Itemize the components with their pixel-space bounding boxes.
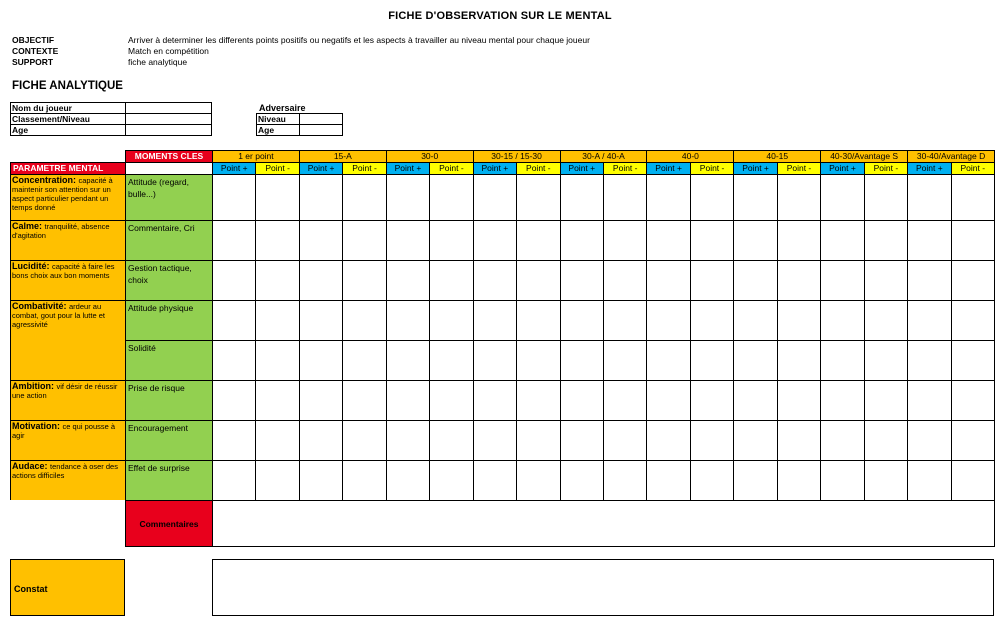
observation-cell[interactable]	[820, 340, 864, 381]
observation-cell[interactable]	[603, 340, 647, 381]
observation-cell[interactable]	[951, 174, 995, 221]
observation-cell[interactable]	[386, 260, 430, 301]
observation-cell[interactable]	[690, 260, 734, 301]
observation-cell[interactable]	[864, 460, 908, 501]
observation-cell[interactable]	[386, 420, 430, 461]
page-title: FICHE D'OBSERVATION SUR LE MENTAL	[388, 10, 612, 22]
score-header-5: 40-0	[646, 150, 734, 163]
opponent-label: Adversaire	[259, 103, 306, 113]
point-plus-header: Point +	[299, 162, 343, 175]
observation-cell[interactable]	[864, 420, 908, 461]
observation-cell[interactable]	[429, 260, 473, 301]
observation-cell[interactable]	[820, 420, 864, 461]
observation-cell[interactable]	[603, 420, 647, 461]
observation-cell[interactable]	[951, 260, 995, 301]
observation-cell[interactable]	[299, 220, 343, 261]
point-plus-header: Point +	[473, 162, 517, 175]
point-minus-header: Point -	[342, 162, 386, 175]
observation-cell[interactable]	[864, 340, 908, 381]
observation-cell[interactable]	[212, 300, 256, 341]
param-description: ardeur au combat, gout pour la lutte et agressivité	[12, 302, 105, 329]
observation-cell[interactable]	[212, 460, 256, 501]
observation-cell[interactable]	[733, 174, 777, 221]
observation-cell[interactable]	[690, 420, 734, 461]
opponent-age-label: Age	[258, 125, 275, 135]
meta-key-contexte: CONTEXTE	[12, 46, 59, 56]
player-name-label: Nom du joueur	[12, 103, 72, 113]
param-name: Lucidité	[12, 261, 47, 271]
point-minus-header: Point -	[777, 162, 821, 175]
observation-cell[interactable]	[907, 460, 951, 501]
constat-label: Constat	[14, 584, 48, 594]
observation-cell[interactable]	[386, 300, 430, 341]
observation-cell[interactable]	[516, 380, 560, 421]
param-description: capacité à faire les bons choix aux bon moments	[12, 262, 115, 280]
point-plus-header: Point +	[733, 162, 777, 175]
observation-cell[interactable]	[603, 260, 647, 301]
observation-cell[interactable]	[646, 220, 690, 261]
param-description: ce qui pousse à agir	[12, 422, 116, 440]
observation-cell[interactable]	[386, 220, 430, 261]
observation-cell[interactable]	[560, 380, 604, 421]
observation-cell[interactable]	[907, 174, 951, 221]
observation-cell[interactable]	[603, 300, 647, 341]
constat-field[interactable]	[212, 559, 994, 616]
param-name: Concentration	[12, 175, 74, 185]
observation-cell[interactable]	[473, 420, 517, 461]
observation-cell[interactable]	[429, 340, 473, 381]
point-minus-header: Point -	[951, 162, 995, 175]
observation-cell[interactable]	[733, 420, 777, 461]
score-header-3: 30-15 / 15-30	[473, 150, 561, 163]
observation-cell[interactable]	[777, 380, 821, 421]
observation-cell[interactable]	[299, 260, 343, 301]
observation-cell[interactable]	[473, 340, 517, 381]
observation-cell[interactable]	[212, 340, 256, 381]
observation-cell[interactable]	[777, 260, 821, 301]
observation-cell[interactable]	[777, 174, 821, 221]
observation-cell[interactable]	[907, 260, 951, 301]
commentaires-label: Commentaires	[139, 519, 199, 529]
observation-cell[interactable]	[733, 340, 777, 381]
observation-cell[interactable]	[733, 300, 777, 341]
observation-cell[interactable]	[603, 380, 647, 421]
observation-cell[interactable]	[603, 460, 647, 501]
observation-cell[interactable]	[342, 174, 386, 221]
observation-cell[interactable]	[820, 174, 864, 221]
observation-cell[interactable]	[864, 300, 908, 341]
observation-cell[interactable]	[299, 460, 343, 501]
observation-cell[interactable]	[907, 300, 951, 341]
observation-cell[interactable]	[907, 220, 951, 261]
observation-cell[interactable]	[516, 420, 560, 461]
observation-cell[interactable]	[255, 380, 299, 421]
observation-cell[interactable]	[212, 260, 256, 301]
observation-cell[interactable]	[473, 260, 517, 301]
score-header-7: 40-30/Avantage S	[820, 150, 908, 163]
observation-cell[interactable]	[690, 340, 734, 381]
player-age-label: Age	[12, 125, 29, 135]
observation-cell[interactable]	[516, 340, 560, 381]
point-minus-header: Point -	[516, 162, 560, 175]
point-plus-header: Point +	[646, 162, 690, 175]
observation-cell[interactable]	[951, 340, 995, 381]
observation-cell[interactable]	[473, 380, 517, 421]
observation-cell[interactable]	[255, 260, 299, 301]
point-plus-header: Point +	[820, 162, 864, 175]
point-plus-header: Point +	[212, 162, 256, 175]
point-minus-header: Point -	[429, 162, 473, 175]
observation-cell[interactable]	[646, 174, 690, 221]
observation-cell[interactable]	[951, 460, 995, 501]
observation-cell[interactable]	[516, 174, 560, 221]
moment-cell-2: Gestion tactique, choix	[125, 260, 213, 301]
moment-cell-4: Solidité	[125, 340, 213, 381]
moment-cell-1: Commentaire, Cri	[125, 220, 213, 261]
observation-cell[interactable]	[342, 300, 386, 341]
observation-cell[interactable]	[560, 340, 604, 381]
param-cell: Audace: tendance à oser des actions difficiles	[10, 460, 126, 501]
meta-value-objectif: Arriver à determiner les differents points positifs ou negatifs et les aspects à travailler au niveau mental pour chaque joueur	[128, 35, 590, 45]
observation-cell[interactable]	[473, 174, 517, 221]
observation-cell[interactable]	[646, 380, 690, 421]
observation-cell[interactable]	[299, 340, 343, 381]
observation-cell[interactable]	[516, 260, 560, 301]
observation-cell[interactable]	[299, 300, 343, 341]
observation-cell[interactable]	[820, 460, 864, 501]
score-header-6: 40-15	[733, 150, 821, 163]
section-title: FICHE ANALYTIQUE	[12, 80, 123, 92]
moment-cell-6: Encouragement	[125, 420, 213, 461]
observation-cell[interactable]	[342, 380, 386, 421]
param-cell: Calme: tranquilité, absence d'agitation	[10, 220, 126, 261]
observation-cell[interactable]	[864, 174, 908, 221]
point-plus-header: Point +	[386, 162, 430, 175]
observation-cell[interactable]	[255, 340, 299, 381]
observation-cell[interactable]	[777, 220, 821, 261]
observation-cell[interactable]	[255, 174, 299, 221]
observation-cell[interactable]	[951, 380, 995, 421]
observation-cell[interactable]	[690, 174, 734, 221]
observation-cell[interactable]	[777, 300, 821, 341]
observation-cell[interactable]	[646, 340, 690, 381]
observation-cell[interactable]	[255, 420, 299, 461]
point-minus-header: Point -	[603, 162, 647, 175]
observation-cell[interactable]	[820, 260, 864, 301]
parametre-mental-header: PARAMETRE MENTAL	[10, 162, 126, 175]
observation-cell[interactable]	[473, 220, 517, 261]
param-cell: Motivation: ce qui pousse à agir	[10, 420, 126, 461]
meta-key-objectif: OBJECTIF	[12, 35, 55, 45]
observation-cell[interactable]	[299, 420, 343, 461]
observation-cell[interactable]	[777, 460, 821, 501]
observation-cell[interactable]	[560, 174, 604, 221]
param-cell: Ambition: vif désir de réussir une action	[10, 380, 126, 421]
observation-cell[interactable]	[429, 174, 473, 221]
observation-cell[interactable]	[255, 460, 299, 501]
observation-cell[interactable]	[342, 220, 386, 261]
observation-cell[interactable]	[473, 460, 517, 501]
moment-cell-0: Attitude (regard, bulle...)	[125, 174, 213, 221]
observation-cell[interactable]	[646, 420, 690, 461]
observation-cell[interactable]	[342, 260, 386, 301]
param-name: Ambition	[12, 381, 51, 391]
point-plus-header: Point +	[560, 162, 604, 175]
score-header-0: 1 er point	[212, 150, 300, 163]
observation-cell[interactable]	[777, 420, 821, 461]
observation-cell[interactable]	[646, 260, 690, 301]
observation-cell[interactable]	[777, 340, 821, 381]
observation-cell[interactable]	[342, 340, 386, 381]
param-name: Calme	[12, 221, 40, 231]
param-description: tranquilité, absence d'agitation	[12, 222, 110, 240]
observation-cell[interactable]	[516, 300, 560, 341]
observation-cell[interactable]	[907, 340, 951, 381]
param-name: Combativité	[12, 301, 64, 311]
observation-cell[interactable]	[386, 460, 430, 501]
observation-cell[interactable]	[820, 380, 864, 421]
moment-cell-5: Prise de risque	[125, 380, 213, 421]
observation-cell[interactable]	[429, 300, 473, 341]
observation-cell[interactable]	[212, 220, 256, 261]
score-header-8: 30-40/Avantage D	[907, 150, 995, 163]
observation-cell[interactable]	[342, 460, 386, 501]
observation-cell[interactable]	[429, 420, 473, 461]
param-cell: Lucidité: capacité à faire les bons choix aux bon moments	[10, 260, 126, 301]
observation-cell[interactable]	[864, 380, 908, 421]
observation-cell[interactable]	[429, 460, 473, 501]
commentaires-field[interactable]	[212, 500, 995, 547]
observation-cell[interactable]	[212, 380, 256, 421]
score-header-2: 30-0	[386, 150, 474, 163]
point-plus-header: Point +	[907, 162, 951, 175]
player-ranking-label: Classement/Niveau	[12, 114, 90, 124]
observation-cell[interactable]	[733, 460, 777, 501]
param-description: vif désir de réussir une action	[12, 382, 118, 400]
point-minus-header: Point -	[690, 162, 734, 175]
observation-cell[interactable]	[386, 340, 430, 381]
observation-cell[interactable]	[603, 174, 647, 221]
observation-cell[interactable]	[299, 174, 343, 221]
observation-cell[interactable]	[560, 220, 604, 261]
observation-cell[interactable]	[733, 220, 777, 261]
moment-cell-7: Effet de surprise	[125, 460, 213, 501]
commentaires-cell	[125, 500, 213, 547]
observation-cell[interactable]	[516, 220, 560, 261]
observation-cell[interactable]	[255, 220, 299, 261]
observation-cell[interactable]	[342, 420, 386, 461]
point-minus-header: Point -	[864, 162, 908, 175]
observation-cell[interactable]	[864, 220, 908, 261]
observation-cell[interactable]	[646, 460, 690, 501]
observation-cell[interactable]	[560, 300, 604, 341]
param-name: Audace	[12, 461, 45, 471]
param-description: tendance à oser des actions difficiles	[12, 462, 118, 480]
point-minus-header: Point -	[255, 162, 299, 175]
observation-cell[interactable]	[907, 420, 951, 461]
observation-cell[interactable]	[820, 300, 864, 341]
score-header-4: 30-A / 40-A	[560, 150, 648, 163]
observation-cell[interactable]	[212, 420, 256, 461]
score-header-1: 15-A	[299, 150, 387, 163]
observation-cell[interactable]	[429, 220, 473, 261]
opponent-level-label: Niveau	[258, 114, 286, 124]
param-name: Motivation	[12, 421, 57, 431]
observation-cell[interactable]	[429, 380, 473, 421]
param-cell: Concentration: capacité à maintenir son attention sur un aspect particulier pendant un temps donné	[10, 174, 126, 221]
observation-cell[interactable]	[386, 174, 430, 221]
moments-cles-header: MOMENTS CLES	[125, 150, 213, 163]
param-cell-empty	[10, 500, 126, 547]
observation-cell[interactable]	[951, 220, 995, 261]
observation-cell[interactable]	[864, 260, 908, 301]
observation-cell[interactable]	[646, 300, 690, 341]
observation-cell[interactable]	[690, 300, 734, 341]
observation-cell[interactable]	[820, 220, 864, 261]
param-cell: Combativité: ardeur au combat, gout pour la lutte et agressivité	[10, 300, 126, 381]
meta-key-support: SUPPORT	[12, 57, 54, 67]
observation-cell[interactable]	[603, 220, 647, 261]
observation-cell[interactable]	[560, 460, 604, 501]
constat-label-cell	[10, 559, 125, 616]
observation-cell[interactable]	[386, 380, 430, 421]
observation-cell[interactable]	[733, 260, 777, 301]
observation-cell[interactable]	[690, 460, 734, 501]
observation-cell[interactable]	[690, 380, 734, 421]
meta-value-support: fiche analytique	[128, 57, 188, 67]
observation-cell[interactable]	[560, 420, 604, 461]
observation-cell[interactable]	[907, 380, 951, 421]
meta-value-contexte: Match en compétition	[128, 46, 209, 56]
observation-cell[interactable]	[212, 174, 256, 221]
observation-cell[interactable]	[473, 300, 517, 341]
observation-cell[interactable]	[951, 420, 995, 461]
observation-cell[interactable]	[299, 380, 343, 421]
observation-cell[interactable]	[733, 380, 777, 421]
param-description: capacité à maintenir son attention sur un aspect particulier pendant un temps donné	[12, 176, 113, 212]
observation-cell[interactable]	[951, 300, 995, 341]
observation-cell[interactable]	[690, 220, 734, 261]
moment-cell-3: Attitude physique	[125, 300, 213, 341]
observation-cell[interactable]	[516, 460, 560, 501]
observation-cell[interactable]	[560, 260, 604, 301]
observation-cell[interactable]	[255, 300, 299, 341]
